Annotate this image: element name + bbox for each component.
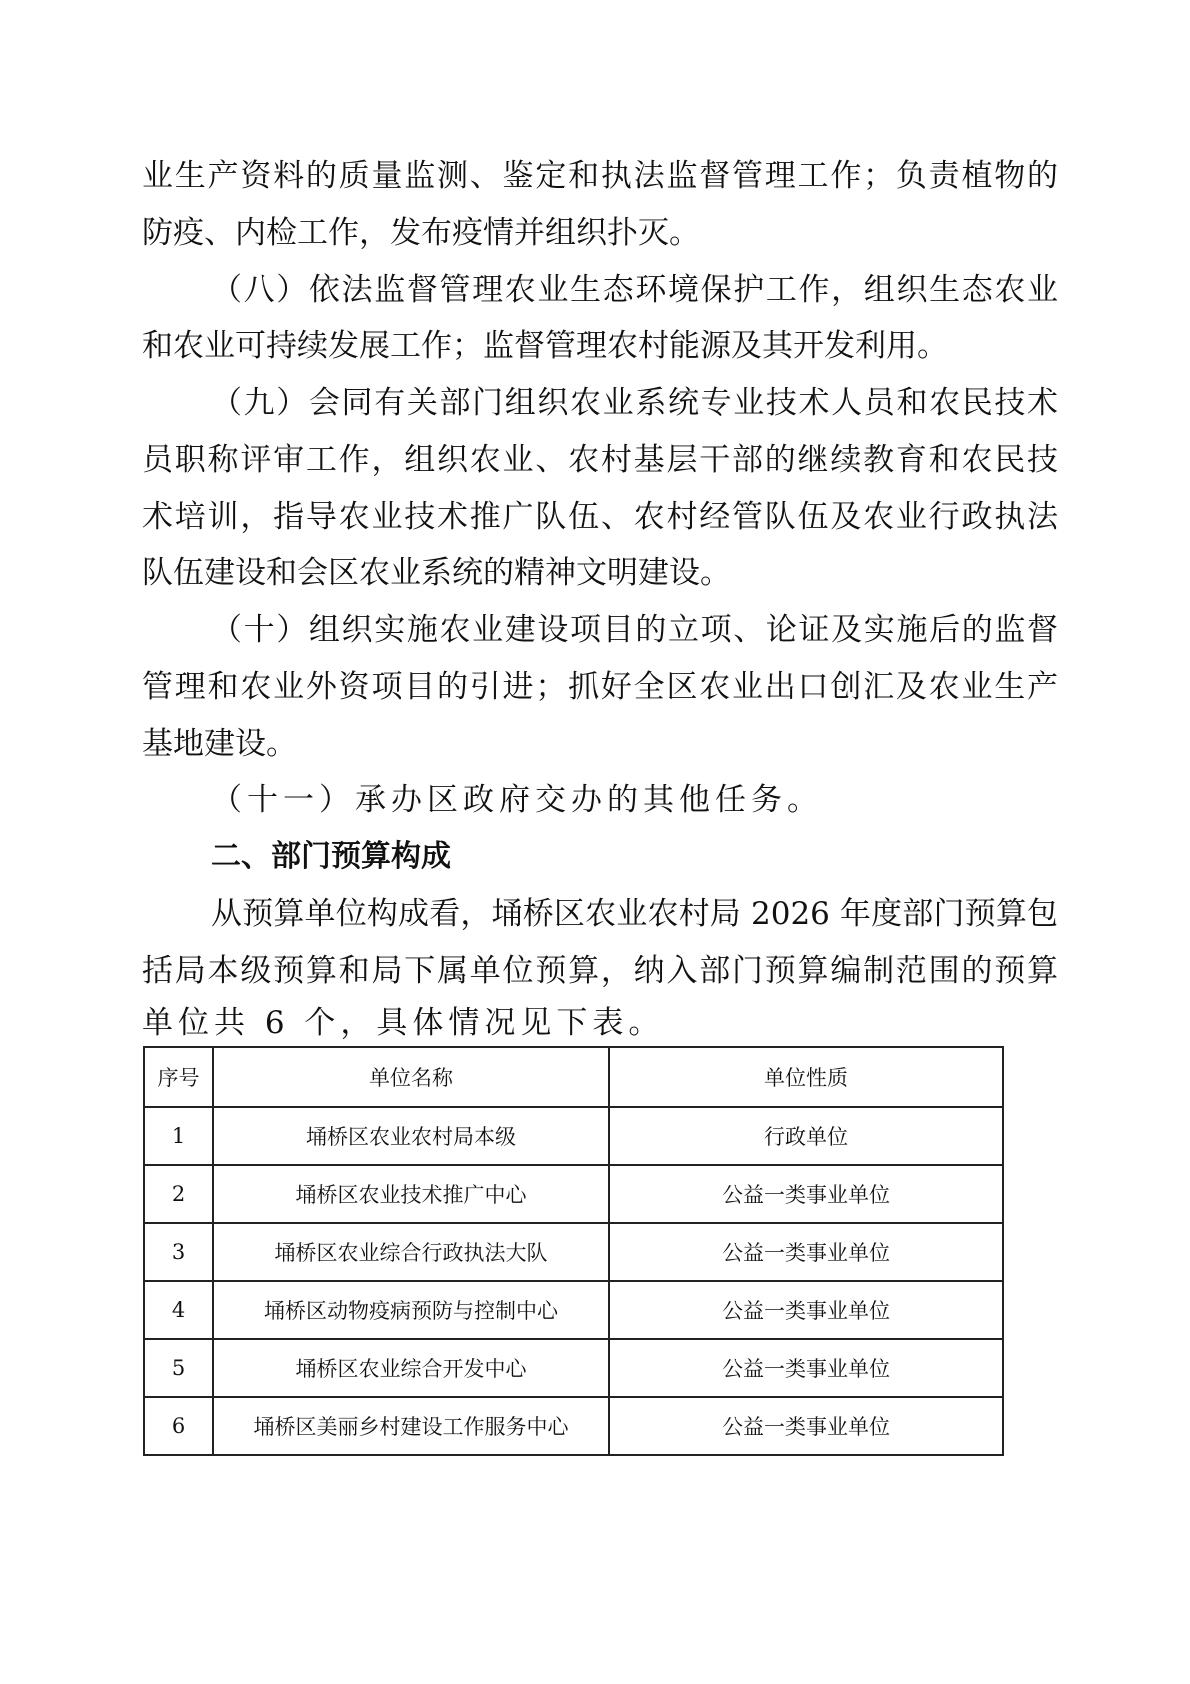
cell-unit-name: 埇桥区农业技术推广中心 [213, 1165, 609, 1223]
cell-index: 3 [144, 1223, 213, 1281]
cell-index: 5 [144, 1339, 213, 1397]
header-index: 序号 [144, 1047, 213, 1107]
table-row [144, 1223, 1003, 1281]
table-row [144, 1397, 1003, 1455]
paragraph-line: 员职称评审工作，组织农业、农村基层干部的继续教育和农民技 [142, 442, 1058, 478]
cell-unit-type: 公益一类事业单位 [609, 1223, 1003, 1281]
cell-unit-name: 埇桥区动物疫病预防与控制中心 [213, 1281, 609, 1339]
header-unit-type: 单位性质 [609, 1047, 1003, 1107]
table-row [144, 1107, 1003, 1165]
cell-unit-name: 埇桥区农业综合开发中心 [213, 1339, 609, 1397]
paragraph-line: 从预算单位构成看，埇桥区农业农村局 2026 年度部门预算包 [211, 896, 1058, 932]
cell-unit-name: 埇桥区美丽乡村建设工作服务中心 [213, 1397, 609, 1455]
paragraph-line: （八）依法监督管理农业生态环境保护工作，组织生态农业 [211, 272, 1058, 308]
paragraph-line: 基地建设。 [142, 726, 297, 762]
paragraph-line: 队伍建设和会区农业系统的精神文明建设。 [142, 555, 731, 591]
cell-index: 4 [144, 1281, 213, 1339]
cell-unit-type: 公益一类事业单位 [609, 1397, 1003, 1455]
cell-unit-name: 埇桥区农业综合行政执法大队 [213, 1223, 609, 1281]
paragraph-line: （十）组织实施农业建设项目的立项、论证及实施后的监督 [211, 612, 1058, 648]
cell-index: 1 [144, 1107, 213, 1165]
header-unit-name: 单位名称 [213, 1047, 609, 1107]
cell-unit-type: 公益一类事业单位 [609, 1165, 1003, 1223]
paragraph-line: 防疫、内检工作，发布疫情并组织扑灭。 [142, 215, 700, 251]
cell-index: 2 [144, 1165, 213, 1223]
paragraph-line: 括局本级预算和局下属单位预算，纳入部门预算编制范围的预算 [142, 953, 1058, 989]
cell-unit-name: 埇桥区农业农村局本级 [213, 1107, 609, 1165]
table-row [144, 1339, 1003, 1397]
paragraph-line: （九）会同有关部门组织农业系统专业技术人员和农民技术 [211, 385, 1058, 421]
paragraph-line: 管理和农业外资项目的引进；抓好全区农业出口创汇及农业生产 [142, 669, 1058, 705]
paragraph-line: 和农业可持续发展工作；监督管理农村能源及其开发利用。 [142, 328, 948, 364]
table-row [144, 1165, 1003, 1223]
cell-unit-type: 行政单位 [609, 1107, 1003, 1165]
section-heading: 二、部门预算构成 [211, 839, 451, 874]
table-header-row [144, 1047, 1003, 1107]
paragraph-line: 业生产资料的质量监测、鉴定和执法监督管理工作；负责植物的 [142, 158, 1058, 194]
table-row [144, 1281, 1003, 1339]
paragraph-line: （十一）承办区政府交办的其他任务。 [211, 782, 823, 818]
budget-units-table [143, 1046, 1004, 1456]
cell-index: 6 [144, 1397, 213, 1455]
cell-unit-type: 公益一类事业单位 [609, 1339, 1003, 1397]
paragraph-line: 单位共 6 个，具体情况见下表。 [142, 1005, 665, 1041]
cell-unit-type: 公益一类事业单位 [609, 1281, 1003, 1339]
paragraph-line: 术培训，指导农业技术推广队伍、农村经管队伍及农业行政执法 [142, 499, 1058, 535]
